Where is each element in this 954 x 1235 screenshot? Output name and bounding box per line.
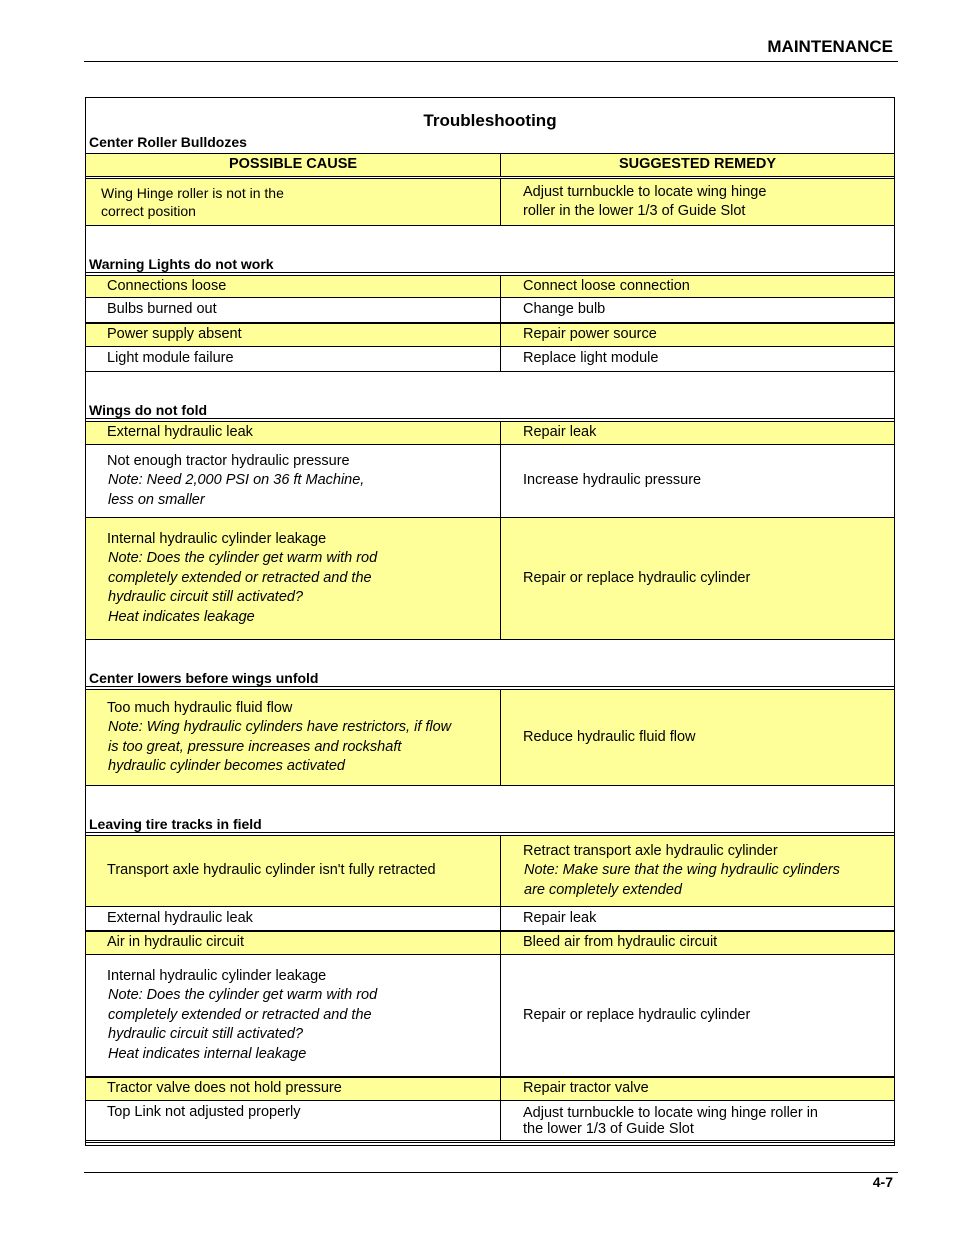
remedy-cell: Increase hydraulic pressure: [523, 472, 702, 489]
table-row: [86, 690, 894, 786]
footer-rule: [84, 1172, 898, 1173]
cause-cell: Internal hydraulic cylinder leakage Note: Does the cylinder get warm with rod completely extended or retracted and the hydraulic circuit still activated? Heat indicates leakage: [86, 518, 501, 639]
cause-cell: Connections loose: [86, 276, 501, 297]
table-row: [86, 836, 894, 907]
section-title: Warning Lights do not work: [89, 256, 274, 272]
remedy-cell: Connect loose connection: [523, 277, 690, 294]
cause-cell: Light module failure: [86, 347, 501, 371]
section-title: Leaving tire tracks in field: [89, 816, 262, 832]
remedy-cell: Repair power source: [523, 326, 657, 343]
remedy-cell: Repair or replace hydraulic cylinder: [523, 1006, 751, 1023]
page-number: 4-7: [872, 1174, 893, 1190]
cause-cell: Power supply absent: [86, 324, 501, 346]
troubleshooting-box: [85, 97, 895, 1146]
table-row: [86, 1101, 894, 1143]
remedy-cell: Replace light module: [523, 350, 659, 367]
table-row: [86, 1077, 894, 1101]
section-title: Wings do not fold: [89, 402, 208, 418]
cause-cell: Not enough tractor hydraulic pressure Note: Need 2,000 PSI on 36 ft Machine, less on smaller: [86, 445, 501, 517]
header-possible-cause: POSSIBLE CAUSE: [86, 154, 501, 176]
table-row: [86, 276, 894, 298]
remedy-cell: Adjust turnbuckle to locate wing hinge roller in the lower 1/3 of Guide Slot: [523, 183, 767, 219]
table-row: [86, 518, 894, 640]
section-title: Center lowers before wings unfold: [89, 670, 319, 686]
table-row: [86, 907, 894, 931]
table-row: [86, 323, 894, 347]
remedy-cell: Repair or replace hydraulic cylinder: [523, 569, 751, 586]
cause-cell: External hydraulic leak: [86, 907, 501, 930]
remedy-cell: Repair leak: [523, 424, 597, 441]
remedy-cell: Repair tractor valve: [523, 1080, 649, 1097]
table-row: [86, 931, 894, 955]
table-row: [86, 422, 894, 445]
page-header-title: MAINTENANCE: [767, 37, 893, 56]
remedy-cell: Retract transport axle hydraulic cylinder Note: Make sure that the wing hydraulic cylinders are completely extended: [523, 842, 840, 898]
cause-cell: External hydraulic leak: [86, 422, 501, 444]
cause-cell: Bulbs burned out: [86, 298, 501, 322]
table-row: [86, 298, 894, 323]
cause-cell: Wing Hinge roller is not in the correct position: [86, 179, 501, 225]
table-row: [86, 347, 894, 372]
remedy-cell: Bleed air from hydraulic circuit: [523, 934, 718, 951]
remedy-cell: Reduce hydraulic fluid flow: [523, 728, 696, 745]
cause-cell: Tractor valve does not hold pressure: [86, 1078, 501, 1100]
header-rule: [84, 61, 898, 62]
cause-cell: Internal hydraulic cylinder leakage Note: Does the cylinder get warm with rod completely extended or retracted and the hydraulic circuit still activated? Heat indicates internal leakage: [86, 955, 501, 1076]
cause-cell: Too much hydraulic fluid flow Note: Wing hydraulic cylinders have restrictors, if flow is too great, pressure increases and rockshaft hydraulic cylinder becomes activated: [86, 690, 501, 785]
header-suggested-remedy: SUGGESTED REMEDY: [618, 156, 777, 173]
section-title: Center Roller Bulldozes: [89, 134, 247, 150]
table-row: [86, 955, 894, 1077]
troubleshooting-title: Troubleshooting: [423, 111, 557, 130]
table-row: [86, 178, 894, 226]
remedy-cell: Adjust turnbuckle to locate wing hinge roller in the lower 1/3 of Guide Slot: [523, 1105, 818, 1137]
cause-cell: Air in hydraulic circuit: [86, 932, 501, 954]
cause-cell: Top Link not adjusted properly: [86, 1101, 501, 1140]
remedy-cell: Change bulb: [523, 301, 606, 318]
remedy-cell: Repair leak: [523, 909, 597, 926]
table-header-row: [86, 153, 894, 177]
table-row: [86, 445, 894, 518]
cause-cell: Transport axle hydraulic cylinder isn't fully retracted: [86, 836, 501, 906]
